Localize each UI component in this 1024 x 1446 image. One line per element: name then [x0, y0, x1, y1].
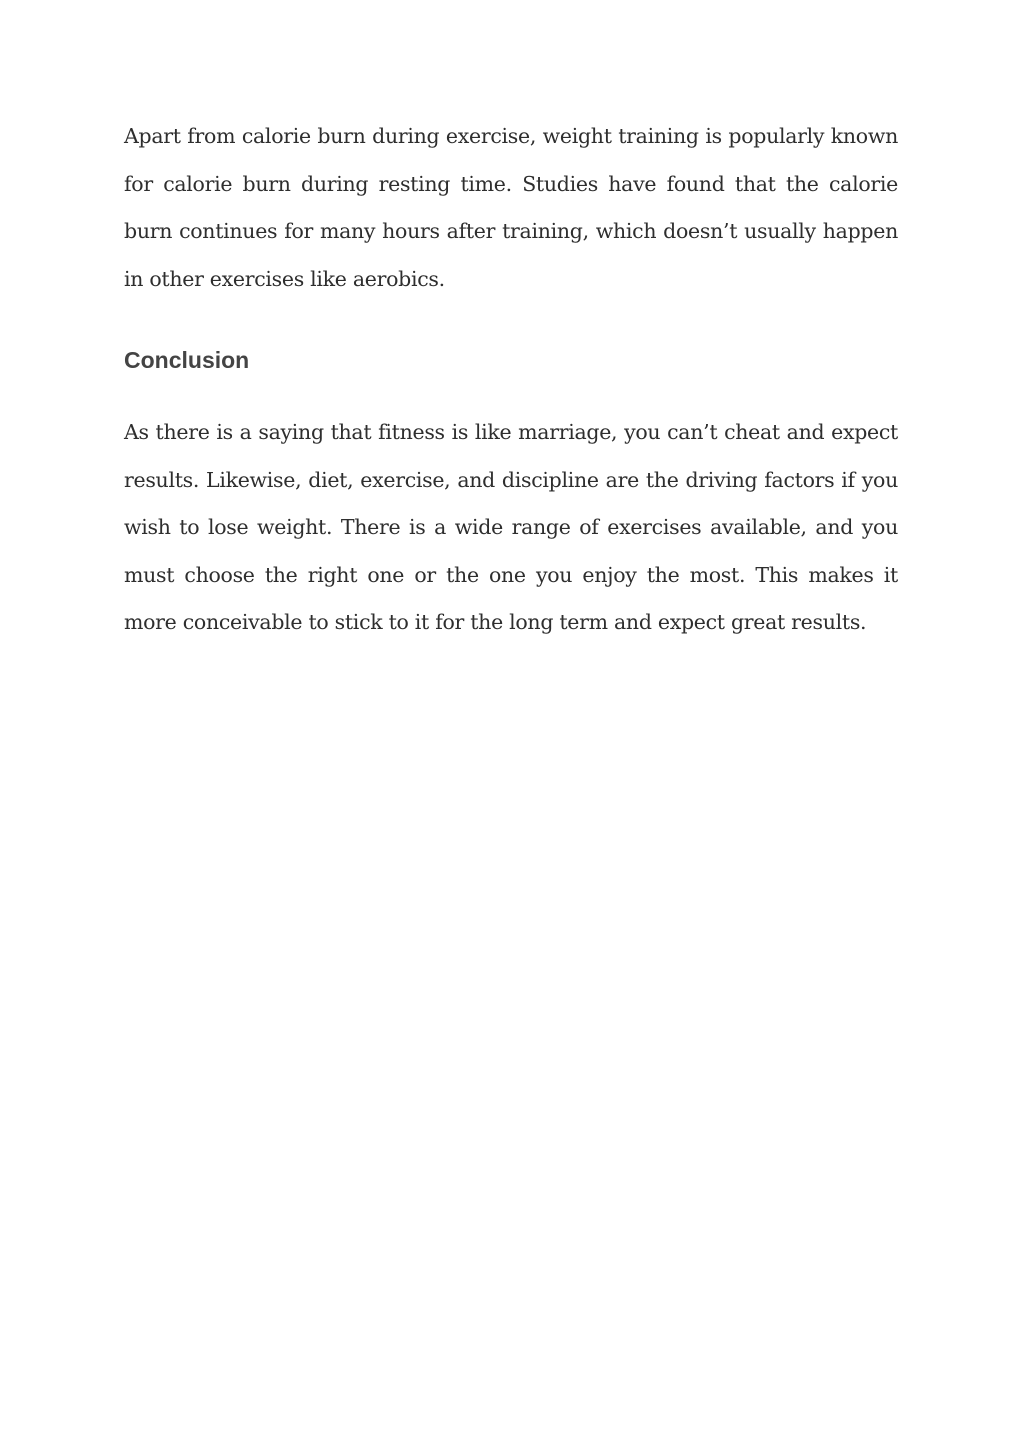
body-paragraph: Apart from calorie burn during exercise, weight training is popularly known for calorie burn during resting time. Studies have found that the calorie burn continues for many hours after training, which doesn’t usually happen in other exercises like aerobics. [124, 124, 898, 291]
body-paragraph: As there is a saying that fitness is like marriage, you can’t cheat and expect results. Likewise, diet, exercise, and discipline are the driving factors if you wish to lose weight. There is a wide range of exercises available, and you must choose the right one or the one you enjoy the most. This makes it more conceivable to stick to it for the long term and expect great results. [124, 420, 898, 634]
section-heading: Conclusion [124, 347, 250, 373]
document-body [124, 113, 898, 647]
